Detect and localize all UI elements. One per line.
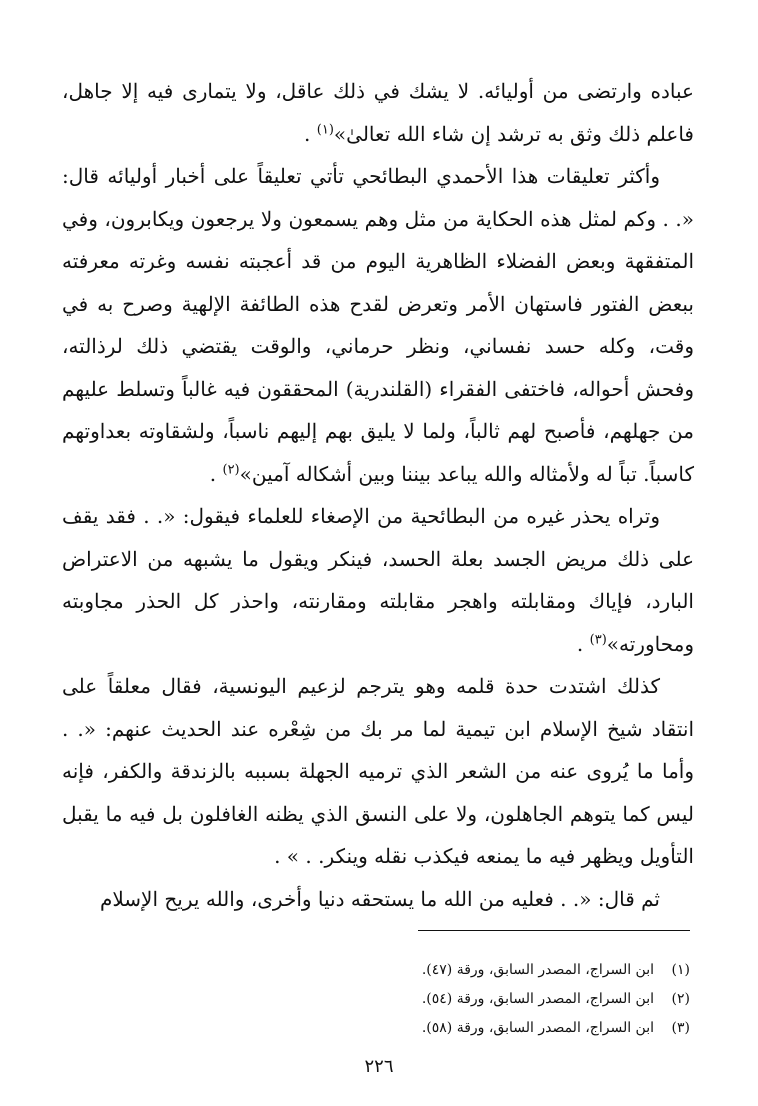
footnote-text: ابن السراج، المصدر السابق، ورقة (٥٨). — [421, 1020, 654, 1036]
footnote-ref-2: (٢) — [222, 461, 240, 477]
footnote-text: ابن السراج، المصدر السابق، ورقة (٥٤). — [421, 991, 654, 1007]
footnote-3 — [62, 1014, 694, 1043]
footnote-number: (٣) — [671, 1020, 690, 1036]
footnote-number: (٢) — [671, 991, 690, 1007]
paragraph-5: ثم قال: «. . فعليه من الله ما يستحقه دنيا وأخرى، والله يريح الإسلام — [99, 886, 660, 911]
footnote-number: (١) — [671, 962, 690, 978]
paragraph-2: وأكثر تعليقات هذا الأحمدي البطائحي تأتي تعليقاً على أخبار أوليائه قال: «. . وكم لمثل هذه الحكاية من مثل وهم يسمعون ولا يرجعون ويكابرون، وفي المتفقهة وبعض الفضلاء الظاهرية اليوم من قد أعجبته نفسه وغرته معرفته ببعض الفتور فاستهان الأمر وتعرض لقدح هذه الطائفة الإلهية وصرح به في وقت، وكله حسد نفساني، ونظر حرماني، والوقت يقتضي ذلك لرذالته، وفحش أحواله، فاختفى الفقراء (القلندرية) المحققون فيه غالباً وتسلط عليهم من جهلهم، فأصبح لهم ثالباً، ولما لا يليق بهم إليهم ناسباً، ولشقاوته بعداوتهم كاسباً. تباً له ولأمثاله والله يباعد بيننا وبين أشكاله آمين»$^{(٢)}$ . — [62, 164, 694, 486]
footnote-ref-3: (٣) — [589, 631, 607, 647]
paragraph-1: عباده وارتضى من أوليائه. لا يشك في ذلك عاقل، ولا يتمارى فيه إلا جاهل، فاعلم ذلك وثق به ترشد إن شاء الله تعالىٰ»$^{(١)}$ . — [62, 79, 694, 146]
footnote-2 — [62, 985, 694, 1014]
footnote-divider — [418, 930, 690, 931]
paragraph-3: وتراه يحذر غيره من البطائحية من الإصغاء للعلماء فيقول: «. . فقد يقف على ذلك مريض الجسد بعلة الحسد، فينكر ويقول ما يشبهه من الاعتراض البارد، فإياك ومقابلته واهجر مقابلته ومقارنته، واحذر كل الحذر مجاوبته ومحاورته»$^{(٣)}$ . — [62, 504, 694, 656]
page-number: ٢٢٦ — [364, 1056, 394, 1077]
footnote-ref-1: (١) — [316, 121, 334, 137]
footnote-text: ابن السراج، المصدر السابق، ورقة (٤٧). — [421, 962, 654, 978]
footnotes — [62, 956, 694, 1043]
paragraph-4: كذلك اشتدت حدة قلمه وهو يترجم لزعيم اليونسية، فقال معلقاً على انتقاد شيخ الإسلام ابن تيمية لما مر بك من شِعْره عند الحديث عنهم: «. . وأما ما يُروى عنه من الشعر الذي ترميه الجهلة بسببه بالزندقة والكفر، فإنه ليس كما يتوهم الجاهلون، ولا على النسق الذي يظنه الغافلون بل فيه ما يقبل التأويل ويظهر فيه ما يمنعه فيكذب نقله وينكر. . » . — [62, 674, 694, 868]
footnote-1 — [62, 956, 694, 985]
main-text — [62, 70, 694, 920]
